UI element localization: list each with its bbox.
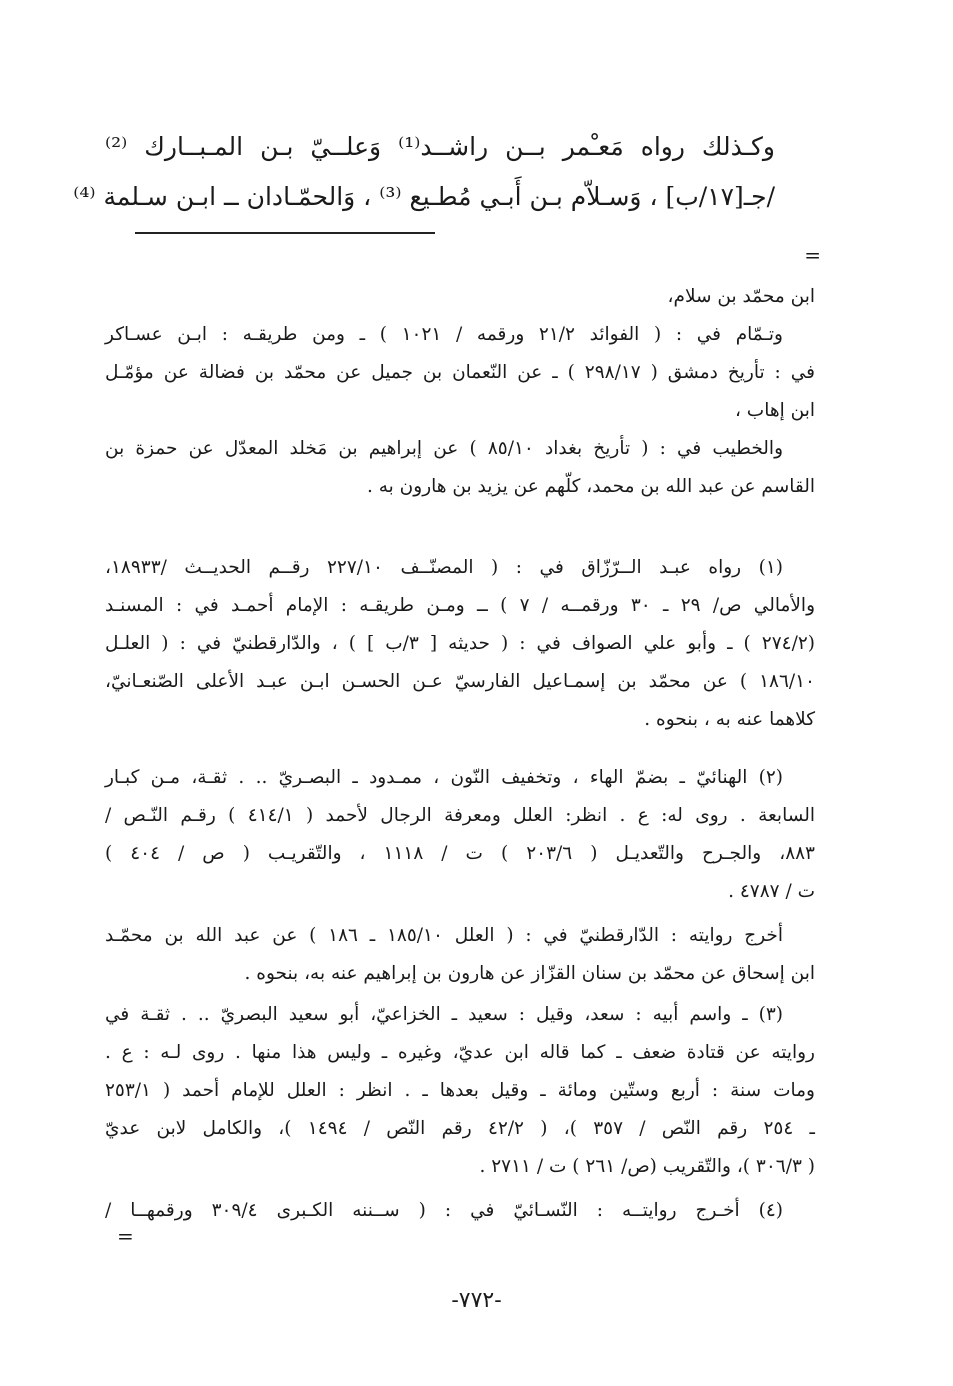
footnote-separator — [135, 232, 435, 234]
note-line: ابن إسحاق عن محمّد بن سنان القزّاز عن هارون بن إبراهيم عنه به، بنحوه . — [244, 963, 815, 984]
note-line: ابن إهاب ، — [734, 400, 815, 421]
page-number: -٧٧٢- — [451, 1288, 502, 1313]
note-line: أخرج روايته : الدّارقطنيّ في : ( العلل ١٨٥/١٠ ـ ١٨٦ ) عن عبد الله بن محمّـد — [105, 925, 783, 946]
footnote-1 — [105, 549, 815, 739]
continuation-mark-top: = — [804, 243, 821, 267]
main-line: وكـذلك رواه مَعـْمر بــن راشــد⁽¹⁾ وَعلــيّ بـن المـبــارك ⁽²⁾ — [105, 132, 775, 161]
footnote-4 — [105, 1192, 815, 1230]
note-line: (٣) ـ واسم أبيه : سعد، وقيل : سعيد ـ الخزاعيّ، أبو سعيد البصريّ .. . ثقـة في — [105, 1004, 783, 1025]
note-line: ٨٨٣، والجـرح والتّعديـل ( ٢٠٣/٦ ) ت / ١١١٨ ، والتّقريـب ( ص / ٤٠٤ ) — [105, 843, 815, 864]
note-line: (١) رواه عبـد الــرّزّاق في : ( المصنّــف ٢٢٧/١٠ رقــم الحديــث /١٨٩٣٣، — [105, 557, 783, 578]
note-line: (٤) أخـرج روايتــه : النّسـائيّ في : ( ســننه الكـبرى ٣٠٩/٤ ورقمهــا / — [105, 1200, 784, 1221]
note-line: كلاهما عنه به ، بنحوه . — [644, 709, 815, 730]
note-line: ومات سنة : أربع وستّين ومائة ـ وقيل بعدها ـ . انظر : العلل للإمام أحمد ( ٢٥٣/١ — [105, 1080, 815, 1101]
note-line: والخطيب في : ( تأريخ بغداد ٨٥/١٠ ) عن إبراهيم بن مَخلد المعدّل عن حمزة بن — [105, 438, 783, 459]
note-line: والأمالي ص/ ٢٩ ـ ٣٠ ورقمــه / ٧ ) ــ ومـن طريقـه : الإمام أحمـد في : المسنـد — [105, 595, 816, 616]
note-line: في : تأريخ دمشق ( ٢٩٨/١٧ ) ـ عن النّعمان بن جميل عن محمّد بن فضالة عن مؤمّـل — [105, 362, 815, 383]
continuation-mark-bottom: = — [117, 1224, 134, 1248]
main-line: /جـ[١٧/ب] ، وَسـلاّم بـن أَبـي مُطـيع ⁽³⁾ ، وَالحمّـادان ــ ابـن سـلمة ⁽⁴⁾ — [73, 182, 775, 211]
note-line: ـ ٢٥٤ رقم النّص / ٣٥٧ )، ( ٤٢/٢ رقم النّص / ١٤٩٤ )، والكامل لابن عديّ — [105, 1118, 815, 1139]
note-line: السابعة . روى له: ع . انظر: العلل ومعرفة الرجال لأحمد ( ٤١٤/١ ) رقـم النّـص / — [105, 805, 815, 826]
note-line: وتـمّام في : ( الفوائد ٢١/٢ ورقمه / ١٠٢١ ) ـ ومن طريقـه : ابـن عسـاكر — [105, 324, 783, 345]
footnote-2 — [105, 759, 815, 911]
note-line: روايته عن قتادة ضعف ـ كما قاله ابن عديّ، وغيره ـ وليس هذا منها . روى لـه : ع . — [105, 1042, 815, 1063]
continued-note — [105, 278, 815, 506]
main-text — [73, 122, 775, 222]
note-line: ت / ٤٧٨٧ . — [728, 881, 815, 902]
note-line: ابن محمّد بن سلام، — [667, 286, 815, 307]
footnote-2-extra — [105, 917, 815, 993]
footnote-3 — [105, 996, 815, 1186]
note-line: (٢) الهنائيّ ـ بضمّ الهاء ، وتخفيف النّون ، ممـدود ـ البصـريّ .. . ثقـة، مـن كبـار — [105, 767, 783, 788]
note-line: ( ٣٠٦/٣ )، والتّقريب (ص/ ٢٦١ ) ت / ٢٧١١ . — [479, 1156, 815, 1177]
note-line: ١٨٦/١٠ ) عن محمّد بن إسمـاعيل الفارسيّ عـن الحسـن ابـن عبـد الأعلى الصّنعـانيّ، — [105, 671, 815, 692]
note-line: القاسم عن عبد الله بن محمد، كلّهم عن يزيد بن هارون به . — [366, 476, 815, 497]
note-line: (٢٧٤/٢ ) ـ وأبو علي الصواف في : ( حديثه [ ٣/ب ] ) ، والدّارقطنيّ في : ( العلـل — [105, 633, 815, 654]
